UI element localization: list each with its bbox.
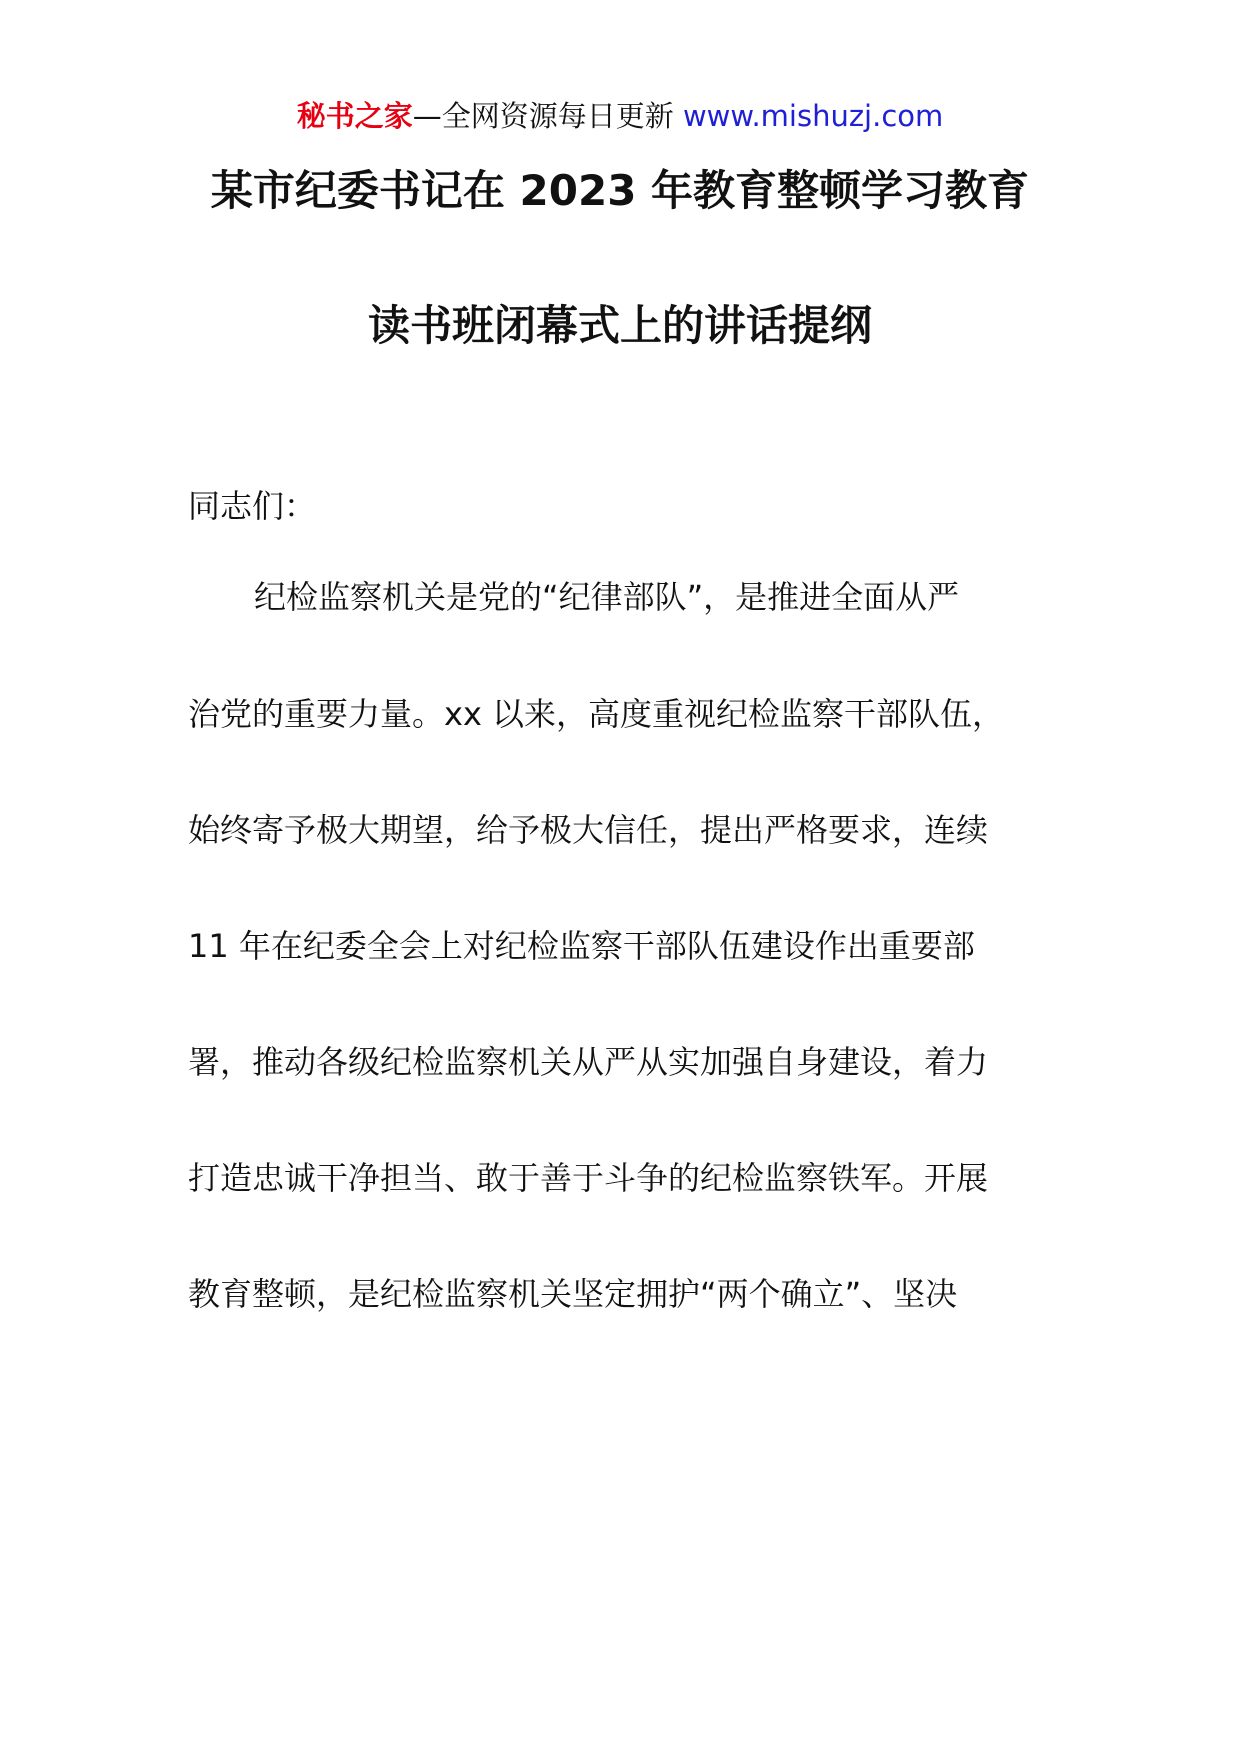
site-banner <box>0 96 1240 136</box>
paragraph-line-6: 打造忠诚干净担当、敢于善于斗争的纪检监察铁军。开展 <box>188 1159 989 1197</box>
paragraph-line-1: 纪检监察机关是党的“纪律部队”，是推进全面从严 <box>254 578 960 616</box>
site-url-link[interactable]: www.mishuzj.com <box>682 99 944 133</box>
site-tagline: —全网资源每日更新 <box>412 99 683 133</box>
paragraph-line-3: 始终寄予极大期望，给予极大信任，提出严格要求，连续 <box>188 811 989 849</box>
paragraph-line-4: 11 年在纪委全会上对纪检监察干部队伍建设作出重要部 <box>188 927 975 965</box>
paragraph-line-7: 教育整顿，是纪检监察机关坚定拥护“两个确立”、坚决 <box>188 1275 958 1313</box>
salutation: 同志们： <box>188 487 317 525</box>
paragraph-line-2: 治党的重要力量。xx 以来，高度重视纪检监察干部队伍， <box>188 695 1005 733</box>
paragraph-line-5: 署，推动各级纪检监察机关从严从实加强自身建设，着力 <box>188 1043 989 1081</box>
document-title-line-1: 某市纪委书记在 2023 年教育整顿学习教育 <box>210 166 1030 215</box>
site-brand: 秘书之家 <box>296 99 413 133</box>
document-title-line-2: 读书班闭幕式上的讲话提纲 <box>367 301 872 350</box>
